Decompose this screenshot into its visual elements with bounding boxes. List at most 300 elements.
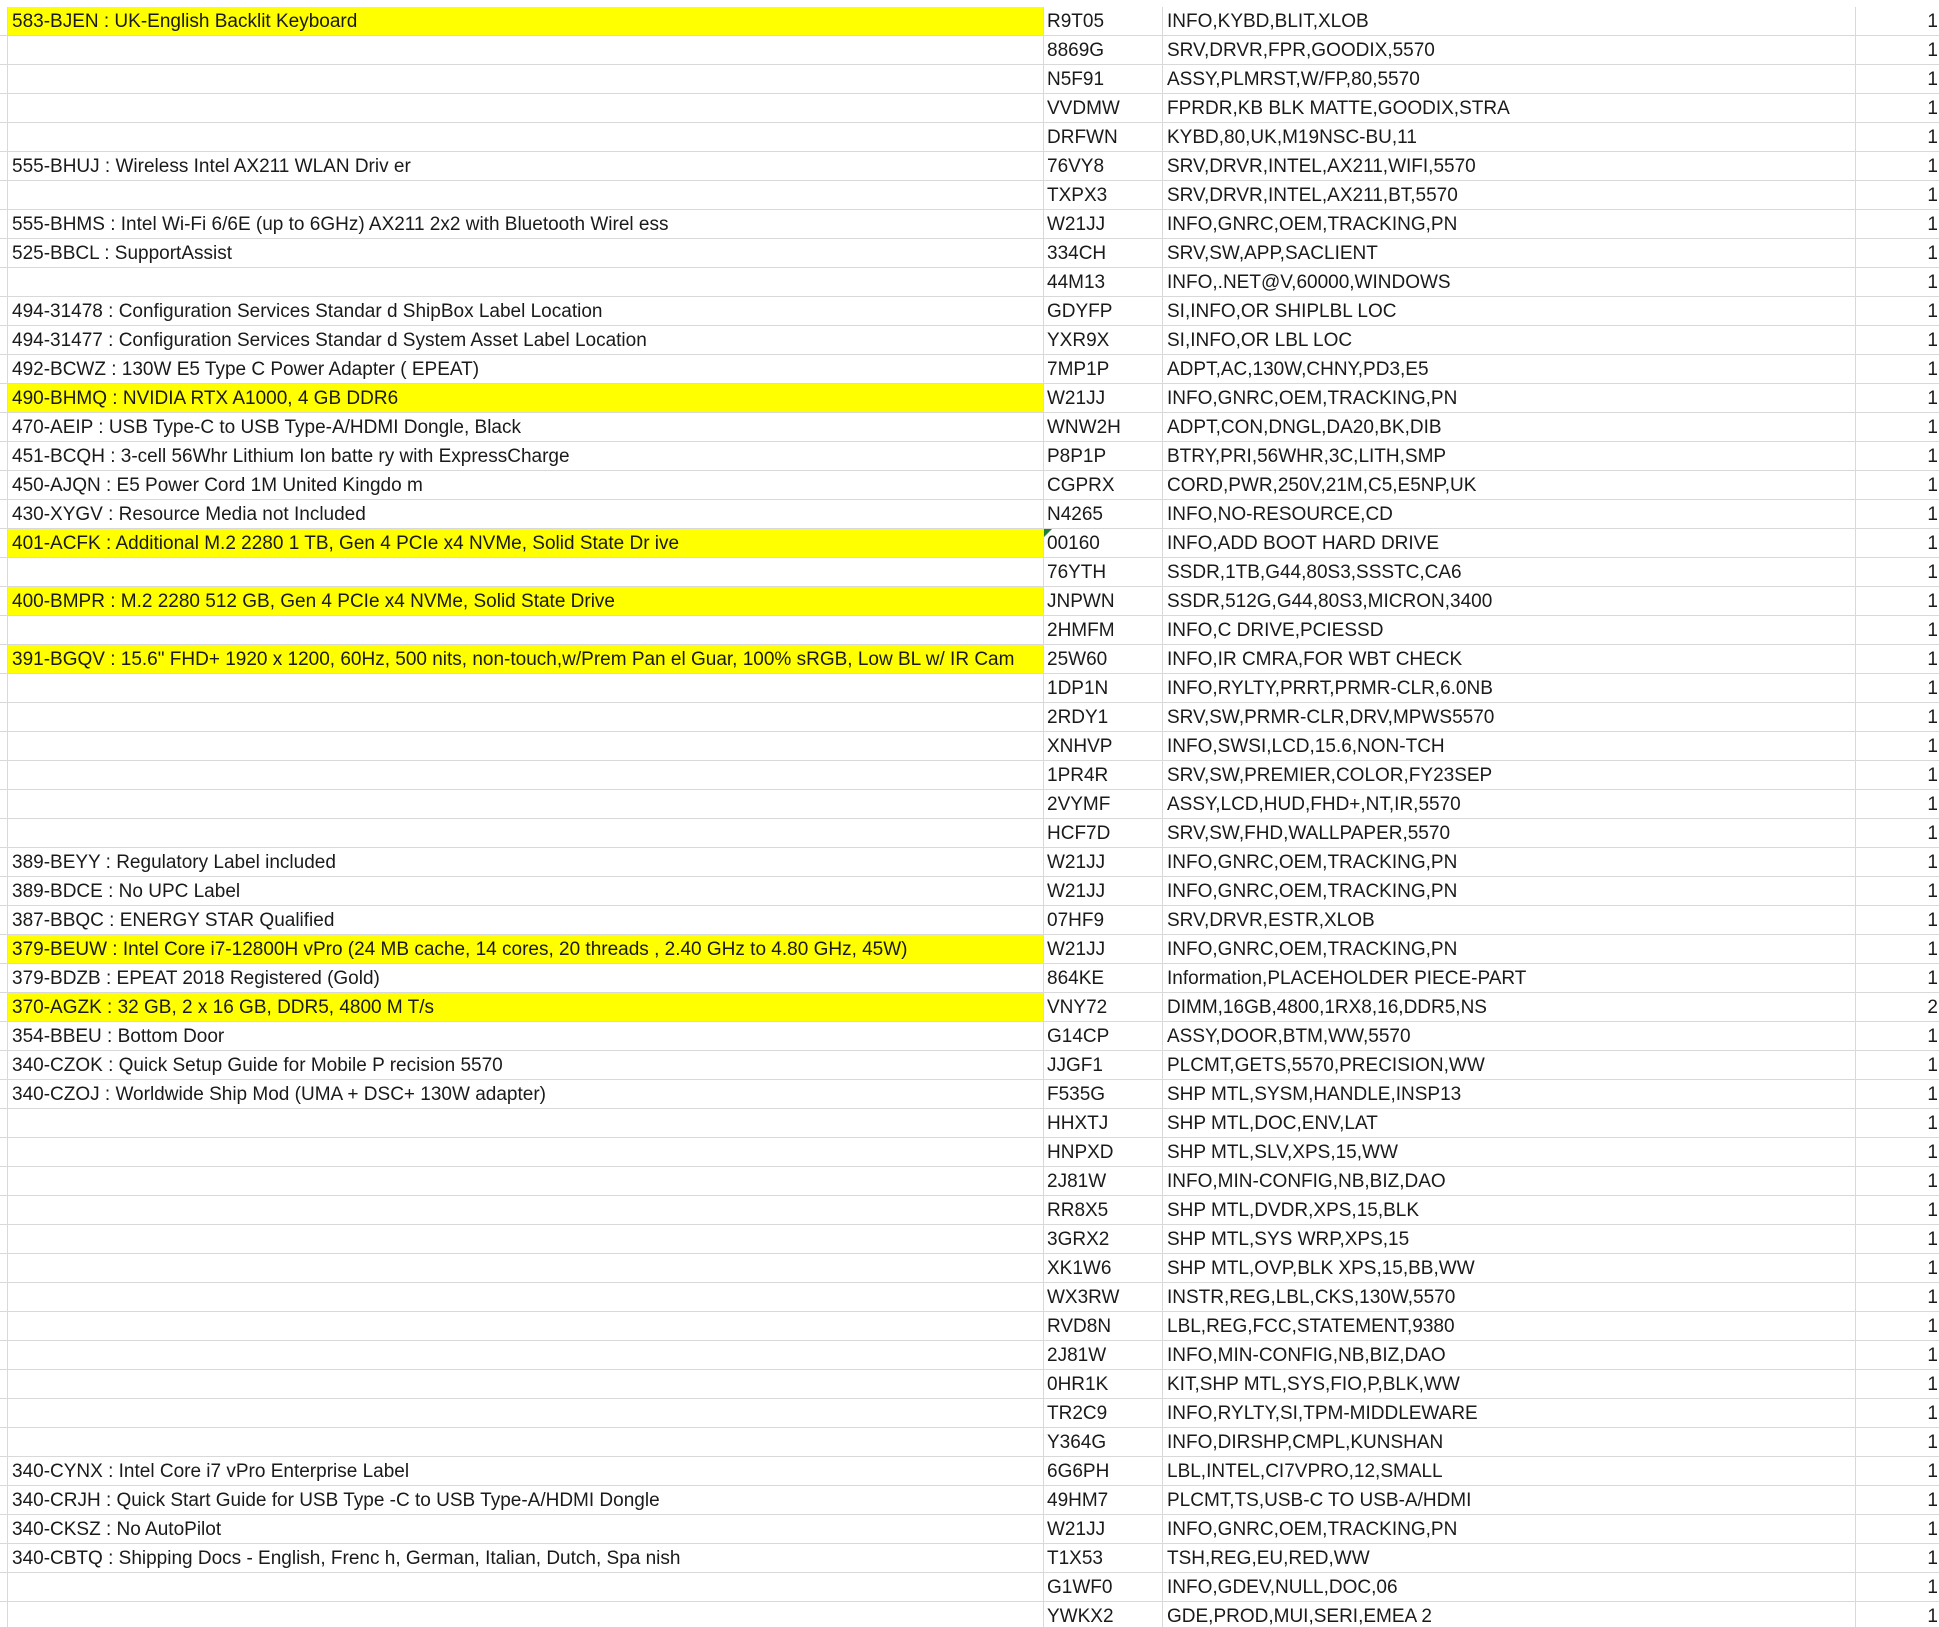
description-cell[interactable]: 525-BBCL : SupportAssist [8,239,1044,267]
description-cell[interactable] [8,1341,1044,1369]
quantity-cell[interactable]: 1 [1927,1519,1938,1540]
part-info-cell[interactable]: ASSY,DOOR,BTM,WW,5570 [1163,1022,1856,1050]
description-cell[interactable]: 494-31477 : Configuration Services Standar d System Asset Label Location [8,326,1044,354]
part-code-cell[interactable]: G14CP [1044,1022,1163,1050]
quantity-cell[interactable]: 1 [1927,968,1938,989]
description-cell[interactable]: 400-BMPR : M.2 2280 512 GB, Gen 4 PCIe x4 NVMe, Solid State Drive [8,587,1044,615]
row-edge-cell[interactable] [0,36,8,64]
description-cell[interactable] [8,1312,1044,1340]
description-cell[interactable] [8,123,1044,151]
part-info-cell[interactable]: INFO,DIRSHP,CMPL,KUNSHAN [1163,1428,1856,1456]
part-code-cell[interactable]: W21JJ [1044,877,1163,905]
part-code-cell[interactable]: 00160 [1044,529,1163,557]
quantity-cell[interactable]: 1 [1927,272,1938,293]
quantity-cell[interactable]: 1 [1927,1461,1938,1482]
quantity-cell[interactable]: 1 [1927,504,1938,525]
part-code-cell[interactable]: W21JJ [1044,848,1163,876]
part-code-cell[interactable]: HHXTJ [1044,1109,1163,1137]
row-edge-cell[interactable] [0,442,8,470]
table-row [0,587,1939,616]
part-info-cell[interactable]: SHP MTL,SYSM,HANDLE,INSP13 [1163,1080,1856,1108]
description-cell[interactable]: 555-BHMS : Intel Wi-Fi 6/6E (up to 6GHz) AX211 2x2 with Bluetooth Wirel ess [8,210,1044,238]
part-info-cell[interactable]: CORD,PWR,250V,21M,C5,E5NP,UK [1163,471,1856,499]
part-info-cell[interactable]: SRV,DRVR,FPR,GOODIX,5570 [1163,36,1856,64]
row-edge-cell[interactable] [0,819,8,847]
row-edge-cell[interactable] [0,993,8,1021]
part-info-cell[interactable]: INFO,GDEV,NULL,DOC,06 [1163,1573,1856,1601]
quantity-cell[interactable]: 1 [1927,446,1938,467]
quantity-cell[interactable]: 1 [1927,1403,1938,1424]
part-code-cell[interactable]: 2J81W [1044,1341,1163,1369]
row-edge-cell[interactable] [0,210,8,238]
row-edge-cell[interactable] [0,877,8,905]
row-edge-cell[interactable] [0,471,8,499]
quantity-cell[interactable]: 1 [1927,1084,1938,1105]
quantity-cell[interactable]: 1 [1927,359,1938,380]
part-info-cell[interactable]: SRV,SW,APP,SACLIENT [1163,239,1856,267]
part-info-cell[interactable]: ASSY,LCD,HUD,FHD+,NT,IR,5570 [1163,790,1856,818]
row-edge-cell[interactable] [0,1022,8,1050]
quantity-cell[interactable]: 1 [1927,1316,1938,1337]
part-info-cell[interactable]: GDE,PROD,MUI,SERI,EMEA 2 [1163,1602,1856,1627]
part-code-cell[interactable]: 07HF9 [1044,906,1163,934]
part-code-cell[interactable]: 2VYMF [1044,790,1163,818]
description-cell[interactable]: 379-BEUW : Intel Core i7-12800H vPro (24 MB cache, 14 cores, 20 threads , 2.40 GHz to 4.80 GHz, 45W) [8,935,1044,963]
table-row [0,993,1939,1022]
row-edge-cell[interactable] [0,1370,8,1398]
description-cell[interactable] [8,181,1044,209]
row-edge-cell[interactable] [0,500,8,528]
quantity-cell[interactable]: 1 [1927,1432,1938,1453]
part-code-cell[interactable]: 2HMFM [1044,616,1163,644]
quantity-cell[interactable]: 1 [1927,1490,1938,1511]
description-cell[interactable] [8,558,1044,586]
row-edge-cell[interactable] [0,1312,8,1340]
part-info-cell[interactable]: FPRDR,KB BLK MATTE,GOODIX,STRA [1163,94,1856,122]
part-code-cell[interactable]: F535G [1044,1080,1163,1108]
part-info-cell[interactable]: INFO,SWSI,LCD,15.6,NON-TCH [1163,732,1856,760]
description-cell[interactable] [8,94,1044,122]
part-info-cell[interactable]: SHP MTL,SLV,XPS,15,WW [1163,1138,1856,1166]
quantity-cell[interactable]: 1 [1927,533,1938,554]
part-code-cell[interactable]: XK1W6 [1044,1254,1163,1282]
description-cell[interactable]: 555-BHUJ : Wireless Intel AX211 WLAN Driv er [8,152,1044,180]
row-edge-cell[interactable] [0,239,8,267]
row-edge-cell[interactable] [0,1544,8,1572]
table-row [0,1225,1939,1254]
row-edge-cell[interactable] [0,7,8,35]
quantity-cell[interactable]: 1 [1927,1548,1938,1569]
part-code-cell[interactable]: XNHVP [1044,732,1163,760]
row-edge-cell[interactable] [0,413,8,441]
part-info-cell[interactable]: LBL,REG,FCC,STATEMENT,9380 [1163,1312,1856,1340]
row-edge-cell[interactable] [0,1138,8,1166]
part-code-cell[interactable]: 864KE [1044,964,1163,992]
table-row [0,558,1939,587]
description-cell[interactable] [8,674,1044,702]
part-code-cell[interactable]: GDYFP [1044,297,1163,325]
description-cell[interactable]: 340-CRJH : Quick Start Guide for USB Type -C to USB Type-A/HDMI Dongle [8,1486,1044,1514]
description-cell[interactable] [8,1602,1044,1627]
row-edge-cell[interactable] [0,326,8,354]
part-code-cell[interactable]: RVD8N [1044,1312,1163,1340]
description-cell[interactable]: 354-BBEU : Bottom Door [8,1022,1044,1050]
description-cell[interactable]: 583-BJEN : UK-English Backlit Keyboard [8,7,1044,35]
part-info-cell[interactable]: SSDR,512G,G44,80S3,MICRON,3400 [1163,587,1856,615]
description-cell[interactable]: 387-BBQC : ENERGY STAR Qualified [8,906,1044,934]
description-cell[interactable] [8,1283,1044,1311]
part-code-cell[interactable]: JNPWN [1044,587,1163,615]
quantity-cell[interactable]: 1 [1927,69,1938,90]
quantity-cell[interactable]: 1 [1927,881,1938,902]
quantity-cell[interactable]: 1 [1927,214,1938,235]
table-row [0,355,1939,384]
description-cell[interactable] [8,65,1044,93]
part-code-cell[interactable]: YWKX2 [1044,1602,1163,1627]
row-edge-cell[interactable] [0,94,8,122]
part-code-cell[interactable]: 6G6PH [1044,1457,1163,1485]
part-code-cell[interactable]: 3GRX2 [1044,1225,1163,1253]
description-cell[interactable] [8,1399,1044,1427]
part-info-cell[interactable]: SRV,SW,FHD,WALLPAPER,5570 [1163,819,1856,847]
row-edge-cell[interactable] [0,703,8,731]
part-info-cell[interactable]: INFO,.NET@V,60000,WINDOWS [1163,268,1856,296]
description-cell[interactable] [8,1196,1044,1224]
description-cell[interactable]: 389-BEYY : Regulatory Label included [8,848,1044,876]
part-code-cell[interactable]: 25W60 [1044,645,1163,673]
description-cell[interactable] [8,1138,1044,1166]
part-code-cell[interactable]: TXPX3 [1044,181,1163,209]
description-cell[interactable]: 370-AGZK : 32 GB, 2 x 16 GB, DDR5, 4800 M T/s [8,993,1044,1021]
row-edge-cell[interactable] [0,616,8,644]
description-cell[interactable]: 490-BHMQ : NVIDIA RTX A1000, 4 GB DDR6 [8,384,1044,412]
part-code-cell[interactable]: YXR9X [1044,326,1163,354]
description-cell[interactable] [8,1428,1044,1456]
part-code-cell[interactable]: JJGF1 [1044,1051,1163,1079]
description-cell[interactable]: 379-BDZB : EPEAT 2018 Registered (Gold) [8,964,1044,992]
part-info-cell[interactable]: INSTR,REG,LBL,CKS,130W,5570 [1163,1283,1856,1311]
table-row [0,1457,1939,1486]
description-cell[interactable] [8,1370,1044,1398]
row-edge-cell[interactable] [0,384,8,412]
part-code-cell[interactable]: R9T05 [1044,7,1163,35]
part-info-cell[interactable]: PLCMT,TS,USB-C TO USB-A/HDMI [1163,1486,1856,1514]
description-cell[interactable]: 340-CZOJ : Worldwide Ship Mod (UMA + DSC+ 130W adapter) [8,1080,1044,1108]
description-cell[interactable] [8,761,1044,789]
description-cell[interactable] [8,1167,1044,1195]
description-cell[interactable] [8,1573,1044,1601]
part-info-cell[interactable]: INFO,IR CMRA,FOR WBT CHECK [1163,645,1856,673]
quantity-cell[interactable]: 1 [1927,11,1938,32]
part-info-cell[interactable]: INFO,GNRC,OEM,TRACKING,PN [1163,848,1856,876]
part-info-cell[interactable]: SHP MTL,OVP,BLK XPS,15,BB,WW [1163,1254,1856,1282]
row-edge-cell[interactable] [0,1486,8,1514]
table-row [0,1196,1939,1225]
quantity-cell[interactable]: 1 [1927,1258,1938,1279]
quantity-cell[interactable]: 1 [1927,591,1938,612]
quantity-cell[interactable]: 1 [1927,1345,1938,1366]
table-row [0,500,1939,529]
row-edge-cell[interactable] [0,1196,8,1224]
table-row [0,1109,1939,1138]
part-code-cell[interactable]: W21JJ [1044,384,1163,412]
description-cell[interactable]: 451-BCQH : 3-cell 56Whr Lithium Ion batte ry with ExpressCharge [8,442,1044,470]
table-row [0,65,1939,94]
row-edge-cell[interactable] [0,268,8,296]
part-info-cell[interactable]: INFO,KYBD,BLIT,XLOB [1163,7,1856,35]
quantity-cell[interactable]: 2 [1927,997,1938,1018]
part-info-cell[interactable]: INFO,GNRC,OEM,TRACKING,PN [1163,935,1856,963]
description-cell[interactable] [8,790,1044,818]
row-edge-cell[interactable] [0,732,8,760]
part-code-cell[interactable]: 8869G [1044,36,1163,64]
table-row [0,819,1939,848]
row-edge-cell[interactable] [0,1457,8,1485]
description-cell[interactable]: 494-31478 : Configuration Services Standar d ShipBox Label Location [8,297,1044,325]
part-code-cell[interactable]: 49HM7 [1044,1486,1163,1514]
row-edge-cell[interactable] [0,152,8,180]
part-info-cell[interactable]: DIMM,16GB,4800,1RX8,16,DDR5,NS [1163,993,1856,1021]
part-code-cell[interactable]: W21JJ [1044,935,1163,963]
part-info-cell[interactable]: INFO,GNRC,OEM,TRACKING,PN [1163,1515,1856,1543]
part-code-cell[interactable]: 44M13 [1044,268,1163,296]
part-code-cell[interactable]: 0HR1K [1044,1370,1163,1398]
quantity-cell[interactable]: 1 [1927,1577,1938,1598]
row-edge-cell[interactable] [0,674,8,702]
quantity-cell[interactable]: 1 [1927,156,1938,177]
part-info-cell[interactable]: SSDR,1TB,G44,80S3,SSSTC,CA6 [1163,558,1856,586]
description-cell[interactable]: 492-BCWZ : 130W E5 Type C Power Adapter ( EPEAT) [8,355,1044,383]
table-row [0,616,1939,645]
part-info-cell[interactable]: SRV,DRVR,INTEL,AX211,WIFI,5570 [1163,152,1856,180]
part-code-cell[interactable]: HCF7D [1044,819,1163,847]
part-info-cell[interactable]: ASSY,PLMRST,W/FP,80,5570 [1163,65,1856,93]
description-cell[interactable] [8,1109,1044,1137]
row-edge-cell[interactable] [0,1573,8,1601]
part-code-cell[interactable]: P8P1P [1044,442,1163,470]
row-edge-cell[interactable] [0,123,8,151]
part-code-cell[interactable]: WX3RW [1044,1283,1163,1311]
row-edge-cell[interactable] [0,1602,8,1627]
part-code-cell[interactable]: 1DP1N [1044,674,1163,702]
row-edge-cell[interactable] [0,790,8,818]
quantity-cell[interactable]: 1 [1927,127,1938,148]
part-info-cell[interactable]: PLCMT,GETS,5570,PRECISION,WW [1163,1051,1856,1079]
row-edge-cell[interactable] [0,761,8,789]
part-code-cell[interactable]: DRFWN [1044,123,1163,151]
description-cell[interactable] [8,732,1044,760]
description-cell[interactable] [8,819,1044,847]
part-info-cell[interactable]: SHP MTL,DVDR,XPS,15,BLK [1163,1196,1856,1224]
table-row [0,1602,1939,1627]
row-edge-cell[interactable] [0,1080,8,1108]
row-edge-cell[interactable] [0,645,8,673]
row-edge-cell[interactable] [0,1254,8,1282]
quantity-cell[interactable]: 1 [1927,330,1938,351]
quantity-cell[interactable]: 1 [1927,98,1938,119]
part-info-cell[interactable]: BTRY,PRI,56WHR,3C,LITH,SMP [1163,442,1856,470]
part-code-cell[interactable]: W21JJ [1044,210,1163,238]
part-info-cell[interactable]: INFO,NO-RESOURCE,CD [1163,500,1856,528]
quantity-cell[interactable]: 1 [1927,243,1938,264]
quantity-cell[interactable]: 1 [1927,1142,1938,1163]
part-code-cell[interactable]: W21JJ [1044,1515,1163,1543]
part-code-cell[interactable]: 76YTH [1044,558,1163,586]
part-info-cell[interactable]: SRV,SW,PRMR-CLR,DRV,MPWS5570 [1163,703,1856,731]
description-cell[interactable]: 340-CBTQ : Shipping Docs - English, Frenc h, German, Italian, Dutch, Spa nish [8,1544,1044,1572]
description-cell[interactable] [8,1225,1044,1253]
quantity-cell[interactable]: 1 [1927,1200,1938,1221]
description-cell[interactable] [8,36,1044,64]
table-row [0,848,1939,877]
part-info-cell[interactable]: INFO,C DRIVE,PCIESSD [1163,616,1856,644]
part-info-cell[interactable]: ADPT,AC,130W,CHNY,PD3,E5 [1163,355,1856,383]
part-code-cell[interactable]: 2J81W [1044,1167,1163,1195]
part-code-cell[interactable]: 1PR4R [1044,761,1163,789]
quantity-cell[interactable]: 1 [1927,939,1938,960]
description-cell[interactable] [8,703,1044,731]
description-cell[interactable]: 401-ACFK : Additional M.2 2280 1 TB, Gen 4 PCIe x4 NVMe, Solid State Dr ive [8,529,1044,557]
row-edge-cell[interactable] [0,1225,8,1253]
quantity-cell[interactable]: 1 [1927,1026,1938,1047]
quantity-cell[interactable]: 1 [1927,301,1938,322]
part-code-cell[interactable]: VNY72 [1044,993,1163,1021]
description-cell[interactable]: 340-CYNX : Intel Core i7 vPro Enterprise Label [8,1457,1044,1485]
part-info-cell[interactable]: SRV,DRVR,INTEL,AX211,BT,5570 [1163,181,1856,209]
part-code-cell[interactable]: CGPRX [1044,471,1163,499]
part-info-cell[interactable]: LBL,INTEL,CI7VPRO,12,SMALL [1163,1457,1856,1485]
quantity-cell[interactable]: 1 [1927,1113,1938,1134]
description-cell[interactable]: 389-BDCE : No UPC Label [8,877,1044,905]
table-row [0,1573,1939,1602]
description-cell[interactable]: 340-CZOK : Quick Setup Guide for Mobile P recision 5570 [8,1051,1044,1079]
table-row [0,790,1939,819]
quantity-cell[interactable]: 1 [1927,620,1938,641]
row-edge-cell[interactable] [0,355,8,383]
row-edge-cell[interactable] [0,65,8,93]
quantity-cell[interactable]: 1 [1927,823,1938,844]
description-cell[interactable] [8,616,1044,644]
quantity-cell[interactable]: 1 [1927,678,1938,699]
quantity-cell[interactable]: 1 [1927,40,1938,61]
part-info-cell[interactable]: INFO,MIN-CONFIG,NB,BIZ,DAO [1163,1167,1856,1195]
part-info-cell[interactable]: INFO,ADD BOOT HARD DRIVE [1163,529,1856,557]
quantity-cell[interactable]: 1 [1927,1055,1938,1076]
description-cell[interactable]: 470-AEIP : USB Type-C to USB Type-A/HDMI Dongle, Black [8,413,1044,441]
part-info-cell[interactable]: INFO,GNRC,OEM,TRACKING,PN [1163,877,1856,905]
part-code-cell[interactable]: WNW2H [1044,413,1163,441]
part-info-cell[interactable]: SI,INFO,OR SHIPLBL LOC [1163,297,1856,325]
quantity-cell[interactable]: 1 [1927,562,1938,583]
description-cell[interactable] [8,1254,1044,1282]
part-code-cell[interactable]: N5F91 [1044,65,1163,93]
quantity-cell[interactable]: 1 [1927,736,1938,757]
quantity-cell[interactable]: 1 [1927,852,1938,873]
quantity-cell[interactable]: 1 [1927,388,1938,409]
part-info-cell[interactable]: INFO,GNRC,OEM,TRACKING,PN [1163,384,1856,412]
row-edge-cell[interactable] [0,1283,8,1311]
row-edge-cell[interactable] [0,1167,8,1195]
part-info-cell[interactable]: KYBD,80,UK,M19NSC-BU,11 [1163,123,1856,151]
quantity-cell[interactable]: 1 [1927,185,1938,206]
quantity-cell[interactable]: 1 [1927,707,1938,728]
part-code-cell[interactable]: G1WF0 [1044,1573,1163,1601]
part-info-cell[interactable]: SHP MTL,SYS WRP,XPS,15 [1163,1225,1856,1253]
row-edge-cell[interactable] [0,181,8,209]
quantity-cell[interactable]: 1 [1927,765,1938,786]
row-edge-cell[interactable] [0,906,8,934]
part-info-cell[interactable]: SRV,DRVR,ESTR,XLOB [1163,906,1856,934]
quantity-cell[interactable]: 1 [1927,417,1938,438]
part-code-cell[interactable]: 7MP1P [1044,355,1163,383]
row-edge-cell[interactable] [0,1109,8,1137]
description-cell[interactable]: 450-AJQN : E5 Power Cord 1M United Kingdo m [8,471,1044,499]
description-cell[interactable]: 340-CKSZ : No AutoPilot [8,1515,1044,1543]
quantity-cell[interactable]: 1 [1927,910,1938,931]
row-edge-cell[interactable] [0,587,8,615]
description-cell[interactable]: 391-BGQV : 15.6" FHD+ 1920 x 1200, 60Hz, 500 nits, non-touch,w/Prem Pan el Guar, 100% sRGB, Low BL w/ IR Cam [8,645,1044,673]
row-edge-cell[interactable] [0,529,8,557]
part-info-cell[interactable]: INFO,MIN-CONFIG,NB,BIZ,DAO [1163,1341,1856,1369]
row-edge-cell[interactable] [0,1399,8,1427]
part-info-cell[interactable]: INFO,GNRC,OEM,TRACKING,PN [1163,210,1856,238]
quantity-cell[interactable]: 1 [1927,1229,1938,1250]
row-edge-cell[interactable] [0,297,8,325]
quantity-cell[interactable]: 1 [1927,649,1938,670]
part-code-cell[interactable]: HNPXD [1044,1138,1163,1166]
quantity-cell[interactable]: 1 [1927,1374,1938,1395]
row-edge-cell[interactable] [0,935,8,963]
part-info-cell[interactable]: KIT,SHP MTL,SYS,FIO,P,BLK,WW [1163,1370,1856,1398]
table-row [0,384,1939,413]
part-code-cell[interactable]: 334CH [1044,239,1163,267]
description-cell[interactable]: 430-XYGV : Resource Media not Included [8,500,1044,528]
part-code-cell[interactable]: VVDMW [1044,94,1163,122]
row-edge-cell[interactable] [0,1515,8,1543]
row-edge-cell[interactable] [0,1428,8,1456]
table-row [0,761,1939,790]
quantity-cell[interactable]: 1 [1927,475,1938,496]
part-info-cell[interactable]: ADPT,CON,DNGL,DA20,BK,DIB [1163,413,1856,441]
description-cell[interactable] [8,268,1044,296]
row-edge-cell[interactable] [0,848,8,876]
part-code-cell[interactable]: T1X53 [1044,1544,1163,1572]
table-row [0,732,1939,761]
quantity-cell[interactable]: 1 [1927,1171,1938,1192]
part-info-cell[interactable]: SHP MTL,DOC,ENV,LAT [1163,1109,1856,1137]
part-code-cell[interactable]: RR8X5 [1044,1196,1163,1224]
part-info-cell[interactable]: INFO,RYLTY,SI,TPM-MIDDLEWARE [1163,1399,1856,1427]
part-info-cell[interactable]: SI,INFO,OR LBL LOC [1163,326,1856,354]
quantity-cell[interactable]: 1 [1927,1606,1938,1627]
quantity-cell[interactable]: 1 [1927,794,1938,815]
part-info-cell[interactable]: SRV,SW,PREMIER,COLOR,FY23SEP [1163,761,1856,789]
part-info-cell[interactable]: INFO,RYLTY,PRRT,PRMR-CLR,6.0NB [1163,674,1856,702]
row-edge-cell[interactable] [0,964,8,992]
table-row [0,297,1939,326]
quantity-cell[interactable]: 1 [1927,1287,1938,1308]
part-info-cell[interactable]: TSH,REG,EU,RED,WW [1163,1544,1856,1572]
row-edge-cell[interactable] [0,1341,8,1369]
part-code-cell[interactable]: TR2C9 [1044,1399,1163,1427]
row-edge-cell[interactable] [0,1051,8,1079]
part-code-cell[interactable]: 76VY8 [1044,152,1163,180]
part-info-cell[interactable]: Information,PLACEHOLDER PIECE-PART [1163,964,1856,992]
part-code-cell[interactable]: Y364G [1044,1428,1163,1456]
part-code-cell[interactable]: N4265 [1044,500,1163,528]
row-edge-cell[interactable] [0,558,8,586]
part-code-cell[interactable]: 2RDY1 [1044,703,1163,731]
